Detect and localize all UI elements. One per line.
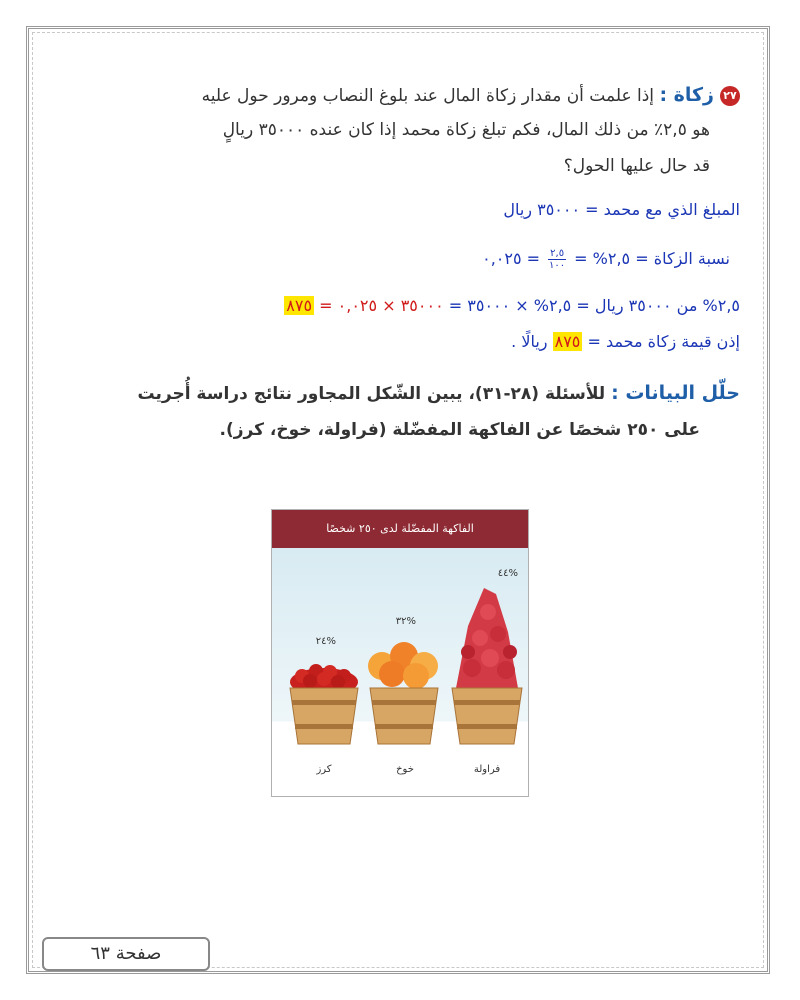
solution-line-1: المبلغ الذي مع محمد = ٣٥٠٠٠ ريال (503, 200, 740, 219)
analysis-keyword: حلّل البيانات : (611, 382, 740, 404)
problem-line-1 (40, 84, 740, 106)
peach-label: خوخ (396, 764, 414, 775)
fruit-baskets-illustration (272, 548, 528, 796)
peach-basket (368, 642, 438, 744)
fraction-numerator: ٢,٥ (550, 248, 565, 259)
answer-result: ٨٧٥ (554, 332, 581, 351)
cherry-label: كرز (316, 764, 332, 775)
figure-body (272, 548, 528, 796)
rate-eq2: = ٠,٠٢٥ (482, 249, 541, 268)
fraction-denominator: ١٠٠ (549, 260, 566, 271)
calc-part1: ٢,٥% من ٣٥٠٠٠ ريال = ٢,٥% × ٣٥٠٠٠ = (448, 296, 740, 315)
rate-label: نسبة الزكاة (653, 249, 730, 268)
solution-line-3 (40, 296, 740, 315)
answer-part2: ريالًا . (511, 332, 548, 351)
calc-result: ٨٧٥ (286, 296, 313, 315)
strawberry-basket (452, 588, 522, 744)
analysis-line-2: على ٢٥٠ شخصًا عن الفاكهة المفضّلة (فراولة، خوخ، كرز). (219, 420, 700, 440)
rate-fraction (548, 248, 566, 271)
cherry-percent: %٢٤ (315, 636, 336, 647)
problem-number-badge: ٢٧ (720, 86, 740, 106)
answer-part1: إذن قيمة زكاة محمد = (587, 332, 740, 351)
page-number: صفحة ٦٣ (42, 937, 210, 971)
calc-part2: ٣٥٠٠٠ × ٠,٠٢٥ = (319, 296, 444, 315)
problem-text-1: إذا علمت أن مقدار زكاة المال عند بلوغ النصاب ومرور حول عليه (201, 86, 655, 106)
figure-title: الفاكهة المفضّلة لدى ٢٥٠ شخصًا (272, 510, 528, 548)
rate-eq1: = ٢,٥% = (574, 249, 649, 268)
solution-line-2 (40, 248, 730, 271)
problem-line-3: قد حال عليها الحول؟ (563, 156, 710, 176)
fruit-figure (271, 509, 529, 797)
strawberry-percent: %٤٤ (497, 568, 518, 579)
problem-line-2: هو ٢,٥٪ من ذلك المال، فكم تبلغ زكاة محمد إذا كان عنده ٣٥٠٠٠ ريالٍ (222, 120, 710, 140)
analysis-line-1 (40, 382, 740, 404)
peach-percent: %٣٢ (395, 616, 416, 627)
problem-keyword: زكاة : (659, 84, 714, 106)
solution-line-4 (40, 332, 740, 351)
strawberry-label: فراولة (473, 764, 501, 775)
analysis-text-1: للأسئلة (٢٨-٣١)، يبين الشّكل المجاور نتائج دراسة أُجريت (137, 384, 606, 404)
cherry-basket (290, 664, 358, 744)
